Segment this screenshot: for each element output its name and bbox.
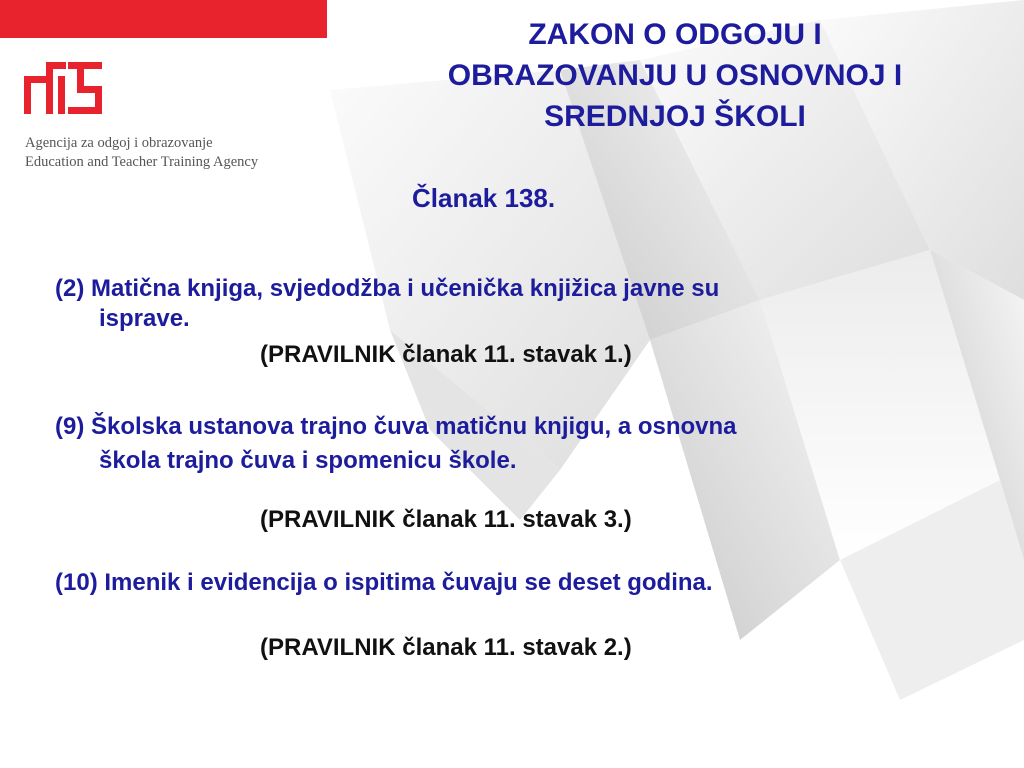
agency-name	[25, 134, 258, 172]
title-line: ZAKON O ODGOJU I	[528, 18, 822, 51]
article-heading: Članak 138.	[412, 183, 556, 213]
agency-name-en: Education and Teacher Training Agency	[25, 154, 259, 170]
paragraph-line: (2) Matična knjiga, svjedodžba i učenička knjižica javne su	[55, 275, 720, 302]
paragraph-line: škola trajno čuva i spomenicu škole.	[99, 447, 517, 474]
agency-name-hr: Agencija za odgoj i obrazovanje	[25, 135, 213, 151]
aoo-logo-icon	[24, 58, 104, 116]
paragraph-line: (10) Imenik i evidencija o ispitima čuvaju se deset godina.	[55, 569, 713, 596]
pravilnik-reference: (PRAVILNIK članak 11. stavak 3.)	[260, 506, 632, 533]
paragraph-line: (9) Školska ustanova trajno čuva matičnu knjigu, a osnovna	[55, 413, 737, 440]
paragraph-2	[55, 272, 719, 336]
title-line: OBRAZOVANJU U OSNOVNOJ I	[447, 59, 903, 92]
header-red-bar	[0, 0, 327, 38]
paragraph-9	[55, 410, 737, 478]
slide-title	[340, 14, 1010, 137]
paragraph-line: isprave.	[99, 305, 190, 332]
paragraph-10	[55, 566, 713, 600]
title-line: SREDNJOJ ŠKOLI	[544, 100, 806, 133]
pravilnik-reference: (PRAVILNIK članak 11. stavak 2.)	[260, 634, 632, 661]
pravilnik-reference: (PRAVILNIK članak 11. stavak 1.)	[260, 341, 632, 368]
